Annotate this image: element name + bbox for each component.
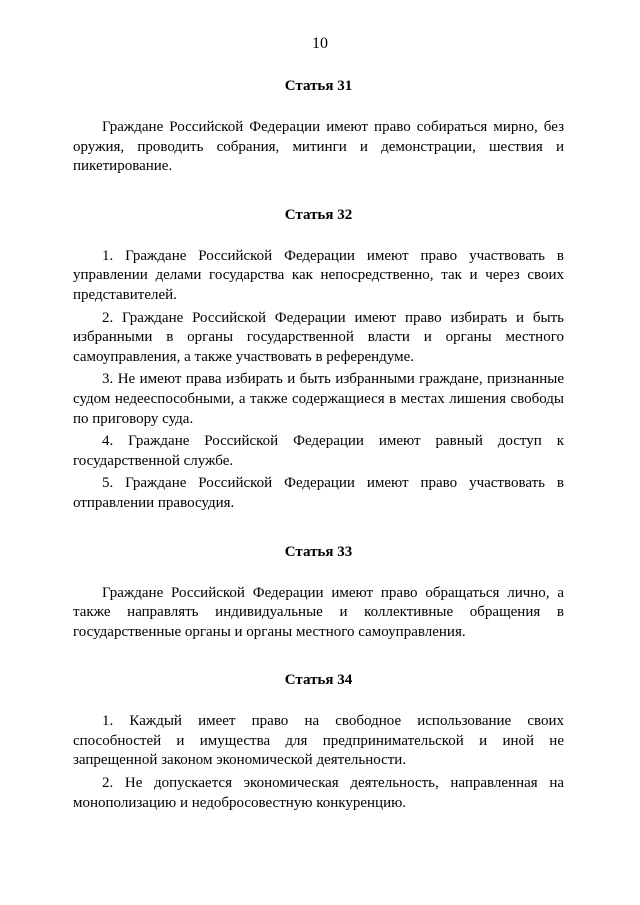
paragraph: 3. Не имеют права избирать и быть избранными граждане, признанные судом недееспособными, а также содержащиеся в местах лишения свободы по приговору суда. — [73, 371, 564, 427]
article-title: Статья 33 — [284, 543, 353, 560]
page-number: 10 — [312, 35, 328, 52]
article-title: Статья 34 — [284, 672, 353, 689]
paragraph: Граждане Российской Федерации имеют право обращаться лично, а также направлять индивидуальные и коллективные обращения в государственные органы и органы местного самоуправления. — [73, 584, 564, 640]
article-body — [73, 118, 564, 177]
article-body — [73, 712, 564, 813]
article-body — [73, 247, 564, 514]
paragraph: 2. Не допускается экономическая деятельность, направленная на монополизацию и недобросовестную конкуренцию. — [73, 775, 564, 811]
paragraph: 5. Граждане Российской Федерации имеют право участвовать в отправлении правосудия. — [73, 475, 564, 511]
article-body — [73, 584, 564, 643]
article-34 — [73, 670, 564, 813]
document-body — [73, 76, 564, 816]
paragraph: 1. Каждый имеет право на свободное использование своих способностей и имущества для предпринимательской и иной не запрещенной законом экономической деятельности. — [73, 713, 564, 769]
article-32 — [73, 205, 564, 514]
paragraph: 4. Граждане Российской Федерации имеют равный доступ к государственной службе. — [73, 433, 564, 469]
paragraph: 1. Граждане Российской Федерации имеют право участвовать в управлении делами государства как непосредственно, так и через своих представителей. — [73, 247, 564, 303]
paragraph: 2. Граждане Российской Федерации имеют право избирать и быть избранными в органы государственной власти и органы местного самоуправления, а также участвовать в референдуме. — [73, 309, 564, 365]
article-title: Статья 31 — [284, 78, 353, 94]
article-33 — [73, 542, 564, 643]
paragraph: Граждане Российской Федерации имеют право собираться мирно, без оружия, проводить собрания, митинги и демонстрации, шествия и пикетирование. — [73, 119, 564, 175]
article-title: Статья 32 — [284, 206, 353, 223]
article-31 — [73, 76, 564, 177]
